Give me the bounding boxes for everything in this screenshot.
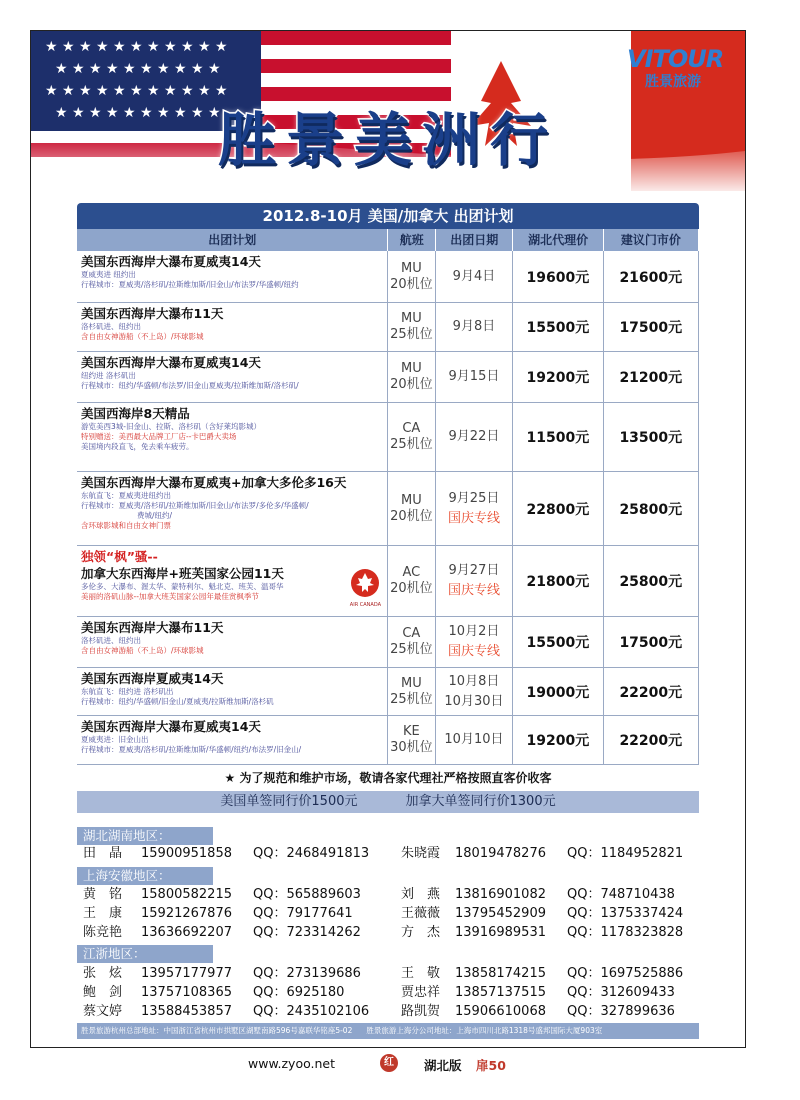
trip-detail: 美国境内段直飞，免去乘车疲劳。: [81, 442, 194, 451]
airline: MU: [400, 492, 422, 508]
date-cell: [436, 352, 514, 402]
logo-name: 胜景旅游: [645, 74, 701, 90]
schedule-title: 2012.8-10月 美国/加拿大 出团计划: [77, 203, 699, 229]
region-heading: 上海安徽地区：: [77, 867, 213, 885]
seats: 20机位: [390, 276, 433, 292]
trip-detail: 洛杉矶进、纽约出: [81, 636, 141, 645]
schedule-table: [77, 203, 699, 765]
table-row: [77, 716, 699, 765]
trip-detail: 东航直飞：夏威夷进纽约出: [81, 491, 171, 500]
address-footer: [77, 1023, 699, 1039]
flight-cell: [388, 403, 436, 471]
trip-detail: 纽约进 洛杉矶出: [81, 371, 136, 380]
contact-row: [83, 924, 703, 942]
shanghai-address: 胜景旅游上海分公司地址：上海市四川北路1318号盛邦国际大厦903室: [366, 1026, 603, 1035]
departure-date: 9月25日: [448, 490, 500, 506]
retail-price: 25800元: [604, 472, 699, 545]
column-headers: [77, 229, 699, 251]
agent-price: 19600元: [513, 251, 603, 302]
retail-price: 17500元: [604, 303, 699, 351]
seats: 25机位: [390, 437, 433, 452]
table-row: [77, 251, 699, 303]
brochure-page: [30, 30, 746, 1048]
contact-name: 王薇薇: [401, 906, 441, 921]
flight-cell: [388, 472, 436, 545]
agent-price: 19000元: [513, 668, 603, 715]
seats: 20机位: [390, 377, 433, 392]
seats: 25机位: [390, 691, 433, 707]
contact-qq: QQ：327899636: [567, 1004, 675, 1019]
pricing-notice: ★ 为了规范和维护市场，敬请各家代理社严格按照直客价收客: [224, 771, 552, 785]
agent-price: 21800元: [513, 546, 603, 616]
departure-date: 10月8日: [448, 673, 500, 689]
retail-price: 22200元: [604, 716, 699, 764]
region-heading: 湖北湖南地区：: [77, 827, 213, 845]
table-row: [77, 546, 699, 617]
trip-name: 美国东西海岸大瀑布11天: [81, 306, 224, 321]
svg-text:★ ★ ★ ★ ★ ★ ★ ★ ★ ★ ★: ★ ★ ★ ★ ★ ★ ★ ★ ★ ★ ★: [45, 83, 228, 99]
contact-name: 蔡文婷: [83, 1004, 123, 1019]
ca-visa-price: 加拿大单签同行价1300元: [405, 794, 556, 809]
departure-date: 9月27日: [448, 563, 500, 578]
contact-row: [83, 965, 703, 983]
flight-cell: [388, 251, 436, 302]
contact-qq: QQ：748710438: [567, 887, 675, 902]
trip-cell: [77, 472, 388, 545]
trip-highlight: 特别赠送：美西最大品牌工厂店--卡巴爵大卖场: [81, 432, 237, 441]
agent-price: 22800元: [513, 472, 603, 545]
airline: MU: [400, 675, 422, 691]
contact-name: 朱晓霞: [401, 846, 441, 861]
airline: CA: [402, 421, 421, 436]
trip-detail: 行程城市：夏威夷/洛杉矶/拉斯维加斯/旧金山/布法罗/华盛顿/纽约: [81, 280, 299, 289]
trip-detail: 夏威夷进：旧金山出: [81, 735, 149, 744]
col-agent-price: 湖北代理价: [513, 229, 603, 251]
airline: MU: [400, 260, 422, 276]
trip-highlight: 美丽的洛矶山脉--加拿大班芙国家公园年最佳赏枫季节: [81, 592, 259, 601]
col-flight: 航班: [388, 229, 436, 251]
trip-name: 美国东西海岸大瀑布夏威夷14天: [81, 254, 261, 269]
holiday-label: 国庆专线: [447, 644, 500, 659]
flight-cell: [388, 546, 436, 616]
flight-cell: [388, 716, 436, 764]
svg-text:★ ★ ★ ★ ★ ★ ★ ★ ★ ★: ★ ★ ★ ★ ★ ★ ★ ★ ★ ★: [55, 61, 221, 77]
agent-price: 15500元: [513, 303, 603, 351]
agent-price: 11500元: [513, 403, 603, 471]
table-row: [77, 403, 699, 472]
website-link[interactable]: www.zyoo.net: [248, 1056, 336, 1071]
trip-cell: [77, 617, 388, 667]
date-cell: [436, 668, 514, 715]
contact-phone: 13588453857: [141, 1004, 232, 1019]
date-cell: [436, 403, 514, 471]
contact-phone: 13636692207: [141, 925, 232, 940]
col-date: 出团日期: [436, 229, 513, 251]
departure-date: 10月2日: [448, 624, 500, 639]
contact-name: 贾忠祥: [401, 985, 441, 1000]
trip-detail: 夏威夷进 纽约出: [81, 270, 136, 279]
page-title: 胜景美洲行: [217, 106, 558, 174]
trip-detail: 行程城市：纽约/华盛顿/旧金山/夏威夷/拉斯维加斯/洛杉矶: [81, 697, 274, 706]
trip-detail: 游览美西3城-旧金山、拉斯、洛杉矶（含好莱坞影城）: [81, 422, 261, 431]
red-badge-icon: 红: [380, 1054, 398, 1072]
airline: MU: [400, 361, 422, 376]
header-banner: [31, 31, 745, 191]
table-row: [77, 617, 699, 668]
airline-badge: AIR CANADA: [349, 602, 382, 608]
date-cell: [436, 617, 514, 667]
airline: CA: [402, 626, 421, 641]
contact-qq: QQ：565889603: [253, 887, 361, 902]
contact-phone: 15921267876: [141, 906, 232, 921]
agent-price: 19200元: [513, 716, 603, 764]
retail-price: 17500元: [604, 617, 699, 667]
col-plan: 出团计划: [77, 229, 388, 251]
seats: 25机位: [390, 642, 433, 657]
contact-name: 张 炫: [83, 966, 123, 981]
retail-price: 22200元: [604, 668, 699, 715]
trip-cell: [77, 352, 388, 402]
contact-name: 鲍 剑: [83, 985, 123, 1000]
seats: 25机位: [390, 327, 433, 342]
contact-qq: QQ：2435102106: [253, 1004, 370, 1019]
contact-qq: QQ：723314262: [253, 925, 361, 940]
svg-text:★ ★ ★ ★ ★ ★ ★ ★ ★ ★: ★ ★ ★ ★ ★ ★ ★ ★ ★ ★: [55, 105, 221, 121]
contact-qq: QQ：1178323828: [567, 925, 684, 940]
trip-cell: [77, 403, 388, 471]
publication-footer: [0, 1052, 800, 1076]
trip-detail: 费城/纽约/: [137, 511, 173, 520]
trip-name: 美国东西海岸夏威夷14天: [81, 671, 224, 686]
contact-row: [83, 845, 703, 863]
contact-phone: 13816901082: [455, 887, 546, 902]
retail-price: 13500元: [604, 403, 699, 471]
trip-name: 美国东西海岸大瀑布夏威夷14天: [81, 355, 261, 370]
table-row: [77, 303, 699, 352]
trip-cell: [77, 303, 388, 351]
trip-cell: [77, 251, 388, 302]
contact-qq: QQ：2468491813: [253, 846, 370, 861]
contact-qq: QQ：1697525886: [567, 966, 684, 981]
date-cell: [436, 303, 514, 351]
holiday-label: 国庆专线: [447, 510, 500, 526]
contact-phone: 15906610068: [455, 1004, 546, 1019]
contact-qq: QQ：273139686: [253, 966, 361, 981]
hangzhou-address: 胜景旅游杭州总部地址：中国浙江省杭州市拱墅区湖墅南路596号嘉联华铭座5-02: [81, 1026, 353, 1035]
trip-name: 加拿大东西海岸+班芙国家公园11天: [81, 566, 284, 581]
contact-qq: QQ：1375337424: [567, 906, 684, 921]
seats: 20机位: [390, 508, 433, 524]
seats: 30机位: [390, 740, 433, 755]
contact-name: 黄 铭: [83, 887, 123, 902]
col-retail-price: 建议门市价: [604, 229, 699, 251]
retail-price: 25800元: [604, 546, 699, 616]
trip-name: 美国东西海岸大瀑布夏威夷+加拿大多伦多16天: [81, 475, 347, 490]
contact-qq: QQ：312609433: [567, 985, 675, 1000]
trip-detail: 行程城市：夏威夷/洛杉矶/拉斯维加斯/华盛顿/纽约/布法罗/旧金山/: [81, 745, 302, 754]
trip-cell: [77, 546, 388, 616]
date-cell: [436, 472, 514, 545]
contact-qq: QQ：6925180: [253, 985, 345, 1000]
seats: 20机位: [390, 581, 433, 596]
visa-price-bar: [77, 791, 699, 813]
departure-date: 10月10日: [444, 732, 504, 747]
agent-price: 19200元: [513, 352, 603, 402]
departure-date: 9月22日: [448, 429, 500, 444]
airline: KE: [402, 724, 420, 739]
contact-name: 方 杰: [401, 925, 441, 940]
trip-name: 美国西海岸8天精品: [81, 406, 190, 421]
contact-phone: 13858174215: [455, 966, 546, 981]
table-row: [77, 352, 699, 403]
contact-name: 王 康: [83, 906, 123, 921]
trip-highlight: 含自由女神游船（不上岛）/环球影城: [81, 646, 204, 655]
contact-phone: 15800582215: [141, 887, 232, 902]
trip-cell: [77, 716, 388, 764]
edition-label: 湖北版: [424, 1058, 462, 1073]
contact-name: 陈竞艳: [83, 925, 123, 940]
departure-date: 9月15日: [448, 369, 500, 384]
flight-cell: [388, 668, 436, 715]
contact-phone: 13795452909: [455, 906, 546, 921]
departure-date: 10月30日: [444, 693, 504, 709]
logo-mark: VITOUR: [627, 45, 724, 73]
trip-name: 美国东西海岸大瀑布11天: [81, 620, 224, 635]
contact-row: [83, 1003, 703, 1021]
trip-detail: 多伦多、大瀑布、渥太华、蒙特利尔、魁北克、班芙、温哥华: [81, 582, 284, 591]
flight-cell: [388, 303, 436, 351]
holiday-label: 国庆专线: [447, 583, 500, 598]
page-number: 扉50: [476, 1058, 506, 1073]
contact-row: [83, 984, 703, 1002]
airline: MU: [400, 311, 422, 326]
trip-highlight: 含自由女神游船（不上岛）/环球影城: [81, 332, 204, 341]
contact-name: 路凯贺: [401, 1004, 441, 1019]
trip-highlight: 含环球影城和自由女神门票: [81, 521, 171, 530]
contact-row: [83, 886, 703, 904]
contact-name: 田 晶: [83, 846, 123, 861]
flight-cell: [388, 617, 436, 667]
contact-phone: 13916989531: [455, 925, 546, 940]
maple-leaf-icon: [350, 568, 380, 598]
svg-text:★ ★ ★ ★ ★ ★ ★ ★ ★ ★ ★: ★ ★ ★ ★ ★ ★ ★ ★ ★ ★ ★: [45, 39, 228, 55]
air-canada-logo: [350, 568, 381, 608]
contact-qq: QQ：79177641: [253, 906, 353, 921]
contact-phone: 13957177977: [141, 966, 232, 981]
contact-phone: 15900951858: [141, 846, 232, 861]
departure-date: 9月4日: [452, 268, 496, 284]
agent-price: 15500元: [513, 617, 603, 667]
trip-lead: 独领“枫”骚--: [81, 549, 158, 564]
trip-name: 美国东西海岸大瀑布夏威夷14天: [81, 719, 261, 734]
date-cell: [436, 251, 514, 302]
date-cell: [436, 716, 514, 764]
contact-phone: 13757108365: [141, 985, 232, 1000]
trip-detail: 行程城市：纽约/华盛顿/布法罗/旧金山夏威夷/拉斯维加斯/洛杉矶/: [81, 381, 299, 390]
trip-detail: 洛杉矶进、纽约出: [81, 322, 141, 331]
table-row: [77, 668, 699, 716]
departure-date: 9月8日: [452, 319, 496, 334]
retail-price: 21200元: [604, 352, 699, 402]
trip-detail: 行程城市：夏威夷/洛杉矶/拉斯维加斯/旧金山/布法罗/多伦多/华盛顿/: [81, 501, 309, 510]
trip-detail: 东航直飞：纽约进 洛杉矶出: [81, 687, 174, 696]
contact-row: [83, 905, 703, 923]
date-cell: [436, 546, 514, 616]
contact-phone: 18019478276: [455, 846, 546, 861]
trip-cell: [77, 668, 388, 715]
contact-phone: 13857137515: [455, 985, 546, 1000]
region-heading: 江浙地区：: [77, 945, 213, 963]
table-row: [77, 472, 699, 546]
airline: AC: [402, 565, 421, 580]
retail-price: 21600元: [604, 251, 699, 302]
flight-cell: [388, 352, 436, 402]
us-visa-price: 美国单签同行价1500元: [220, 794, 358, 809]
vitour-logo: [627, 45, 724, 99]
contact-name: 王 敬: [401, 966, 441, 981]
contact-qq: QQ：1184952821: [567, 846, 684, 861]
contact-name: 刘 燕: [401, 887, 441, 902]
